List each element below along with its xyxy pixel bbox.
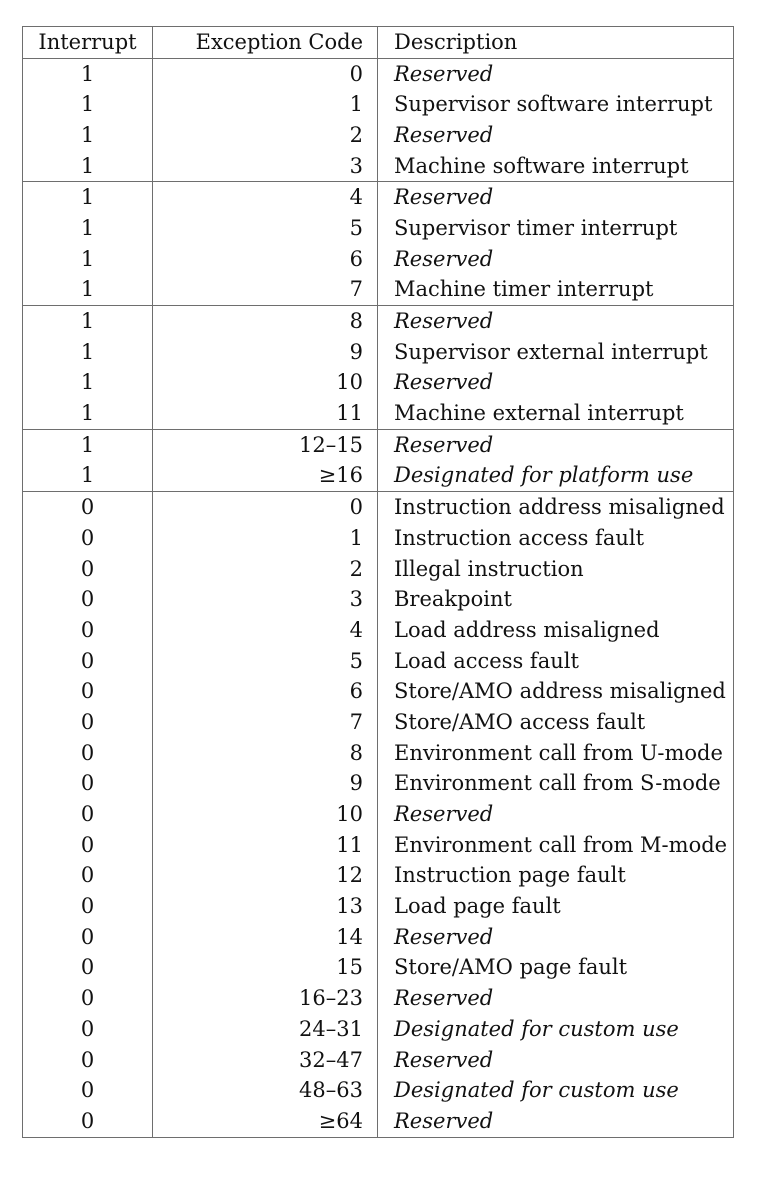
table-row (23, 799, 734, 830)
exception-code-cell: 8 (153, 738, 378, 769)
description-cell: Supervisor external interrupt (394, 339, 708, 364)
exception-code-cell: 12 (153, 861, 378, 892)
table-row (23, 769, 734, 800)
interrupt-cell: 1 (23, 368, 153, 399)
exception-code-cell: ≥16 (153, 461, 378, 492)
interrupt-cell: 0 (23, 738, 153, 769)
description-cell: Reserved (378, 429, 734, 460)
table-row (23, 306, 734, 337)
description-cell: Load page fault (394, 894, 561, 919)
interrupt-cell: 0 (23, 953, 153, 984)
description-cell: Designated for platform use (394, 463, 694, 488)
exception-code-cell: 1 (153, 523, 378, 554)
table-row (23, 953, 734, 984)
interrupt-cell: 1 (23, 275, 153, 306)
table-row (23, 861, 734, 892)
interrupt-cell: 1 (23, 244, 153, 275)
exception-code-cell: 16–23 (153, 983, 378, 1014)
description-cell: Reserved (394, 986, 494, 1011)
interrupt-cell: 0 (23, 492, 153, 523)
table-row (23, 646, 734, 677)
table-row (23, 244, 734, 275)
table-row (23, 429, 734, 460)
description-cell: Reserved (394, 802, 494, 827)
description-cell: Load address misaligned (394, 617, 660, 642)
description-cell: Reserved (394, 1108, 494, 1133)
exception-code-cell: 1 (153, 89, 378, 120)
exception-code-cell: 11 (153, 398, 378, 429)
exception-code-cell: 7 (153, 707, 378, 738)
exception-code-cell: 12–15 (153, 429, 378, 460)
exception-code-cell: 3 (153, 151, 378, 182)
description-cell: Instruction access fault (394, 525, 645, 550)
description-cell: Reserved (394, 1047, 494, 1072)
table-row (23, 922, 734, 953)
interrupt-cell: 1 (23, 429, 153, 460)
interrupt-cell: 0 (23, 707, 153, 738)
description-cell: Breakpoint (394, 587, 512, 612)
interrupt-cell: 1 (23, 461, 153, 492)
description-cell: Reserved (378, 58, 734, 89)
exception-code-cell: 24–31 (153, 1014, 378, 1045)
exception-code-cell: 7 (153, 275, 378, 306)
description-cell: Store/AMO access fault (394, 709, 646, 734)
interrupt-cell: 0 (23, 646, 153, 677)
exception-code-cell: 8 (153, 306, 378, 337)
interrupt-cell: 0 (23, 1075, 153, 1106)
exception-code-cell: 6 (153, 676, 378, 707)
exception-code-cell: 48–63 (153, 1075, 378, 1106)
description-cell: Designated for custom use (394, 1016, 679, 1041)
table-row (23, 182, 734, 213)
interrupt-cell: 1 (23, 398, 153, 429)
description-cell: Machine software interrupt (394, 153, 689, 178)
interrupt-cell: 1 (23, 151, 153, 182)
exception-code-cell: 15 (153, 953, 378, 984)
description-cell: Environment call from U-mode (394, 740, 723, 765)
table-row (23, 615, 734, 646)
interrupt-cell: 0 (23, 830, 153, 861)
exception-code-cell: 6 (153, 244, 378, 275)
description-cell: Reserved (378, 182, 734, 213)
table-row (23, 584, 734, 615)
exception-code-cell: 4 (153, 615, 378, 646)
interrupt-column-header: Interrupt (23, 27, 153, 59)
description-cell: Environment call from M-mode (394, 832, 728, 857)
exception-code-cell: 14 (153, 922, 378, 953)
exception-code-cell: 32–47 (153, 1045, 378, 1076)
description-cell: Supervisor software interrupt (394, 92, 713, 117)
table-row (23, 1106, 734, 1137)
description-cell: Store/AMO page fault (394, 955, 628, 980)
exception-code-cell: 0 (153, 492, 378, 523)
interrupt-cell: 0 (23, 891, 153, 922)
interrupt-cell: 1 (23, 213, 153, 244)
table-row (23, 58, 734, 89)
description-cell: Reserved (394, 122, 494, 147)
description-cell: Machine external interrupt (394, 401, 684, 426)
interrupt-cell: 1 (23, 337, 153, 368)
description-cell: Machine timer interrupt (394, 277, 654, 302)
exception-code-cell: ≥64 (153, 1106, 378, 1137)
exception-code-cell: 2 (153, 120, 378, 151)
table-row (23, 554, 734, 585)
description-cell: Environment call from S-mode (394, 771, 721, 796)
table-row (23, 891, 734, 922)
exception-code-cell: 11 (153, 830, 378, 861)
table-row (23, 368, 734, 399)
description-cell: Reserved (394, 370, 494, 395)
interrupt-cell: 0 (23, 922, 153, 953)
exception-code-cell: 5 (153, 213, 378, 244)
interrupt-cell: 1 (23, 58, 153, 89)
description-cell: Designated for custom use (394, 1078, 679, 1103)
table-row (23, 983, 734, 1014)
exception-code-cell: 2 (153, 554, 378, 585)
description-cell: Illegal instruction (394, 556, 584, 581)
interrupt-cell: 0 (23, 799, 153, 830)
description-cell: Load access fault (394, 648, 579, 673)
table-row (23, 707, 734, 738)
exception-code-cell: 9 (153, 337, 378, 368)
table-row (23, 738, 734, 769)
interrupt-cell: 0 (23, 769, 153, 800)
exception-code-cell: 9 (153, 769, 378, 800)
exception-code-cell: 0 (153, 58, 378, 89)
interrupt-cell: 1 (23, 182, 153, 213)
table-row (23, 676, 734, 707)
description-cell: Reserved (394, 246, 494, 271)
exception-code-cell: 10 (153, 799, 378, 830)
table-row (23, 1045, 734, 1076)
interrupt-cell: 0 (23, 584, 153, 615)
description-cell: Supervisor timer interrupt (394, 215, 678, 240)
exception-code-cell: 4 (153, 182, 378, 213)
table-row (23, 830, 734, 861)
interrupt-cell: 0 (23, 1014, 153, 1045)
description-column-header: Description (378, 27, 734, 59)
header-row (23, 27, 734, 59)
table-row (23, 523, 734, 554)
interrupt-cell: 0 (23, 1045, 153, 1076)
table-row (23, 1075, 734, 1106)
interrupt-cell: 0 (23, 523, 153, 554)
interrupt-cell: 0 (23, 983, 153, 1014)
table-row (23, 151, 734, 182)
table-row (23, 120, 734, 151)
table-body (23, 58, 734, 1137)
interrupt-cell: 0 (23, 554, 153, 585)
interrupt-cell: 1 (23, 120, 153, 151)
interrupt-cell: 1 (23, 306, 153, 337)
interrupt-cell: 1 (23, 89, 153, 120)
table-row (23, 492, 734, 523)
table-row (23, 213, 734, 244)
table-row (23, 337, 734, 368)
interrupt-cell: 0 (23, 861, 153, 892)
exception-code-cell: 10 (153, 368, 378, 399)
interrupt-cell: 0 (23, 1106, 153, 1137)
interrupt-cell: 0 (23, 676, 153, 707)
table-row (23, 461, 734, 492)
description-cell: Instruction address misaligned (378, 492, 734, 523)
exception-code-cell: 13 (153, 891, 378, 922)
exception-cause-table (22, 26, 734, 1138)
exception-code-cell: 5 (153, 646, 378, 677)
table-row (23, 89, 734, 120)
exception-code-cell: 3 (153, 584, 378, 615)
description-cell: Store/AMO address misaligned (394, 679, 726, 704)
table-row (23, 398, 734, 429)
exception-code-column-header: Exception Code (153, 27, 378, 59)
description-cell: Reserved (394, 924, 494, 949)
description-cell: Instruction page fault (394, 863, 626, 888)
table-header (23, 27, 734, 59)
interrupt-cell: 0 (23, 615, 153, 646)
table-row (23, 275, 734, 306)
description-cell: Reserved (378, 306, 734, 337)
table-row (23, 1014, 734, 1045)
